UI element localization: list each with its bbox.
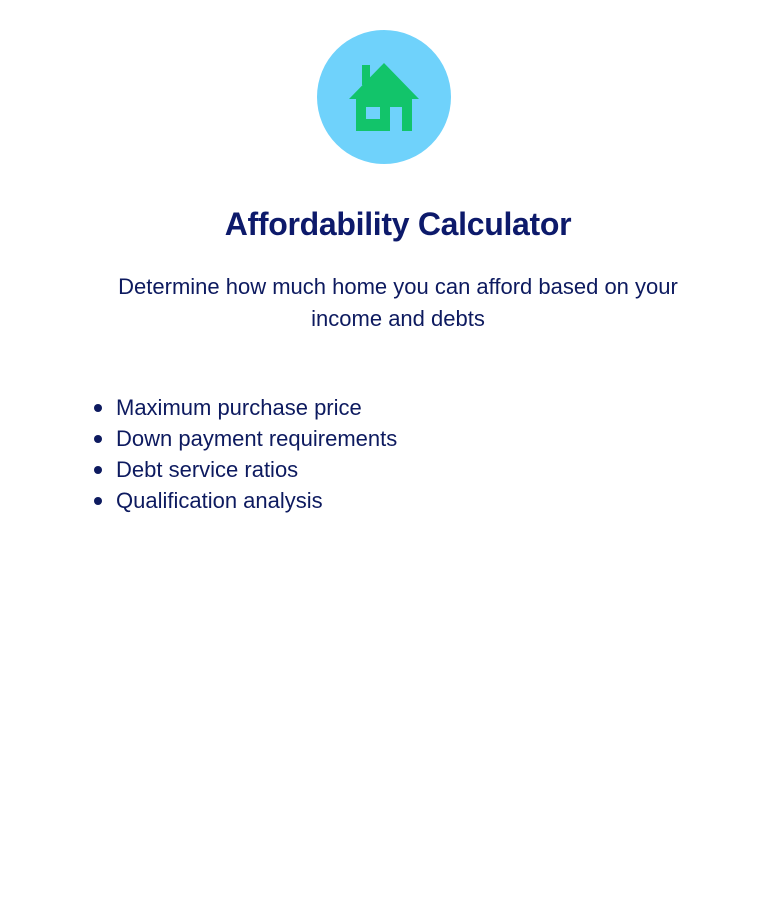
list-item xyxy=(92,454,397,485)
home-icon xyxy=(348,59,420,135)
feature-list xyxy=(92,392,397,516)
list-item xyxy=(92,423,397,454)
feature-label: Down payment requirements xyxy=(116,426,398,451)
icon-badge xyxy=(317,30,451,164)
bullet-icon xyxy=(94,404,102,412)
bullet-icon xyxy=(94,466,102,474)
feature-label: Maximum purchase price xyxy=(116,395,362,420)
feature-label: Qualification analysis xyxy=(116,488,323,513)
page-title: Affordability Calculator xyxy=(224,206,572,242)
list-item xyxy=(92,392,397,423)
list-item xyxy=(92,485,397,516)
description: Determine how much home you can afford based on your income and debts xyxy=(118,274,678,331)
feature-label: Debt service ratios xyxy=(116,457,299,482)
bullet-icon xyxy=(94,435,102,443)
bullet-icon xyxy=(94,497,102,505)
